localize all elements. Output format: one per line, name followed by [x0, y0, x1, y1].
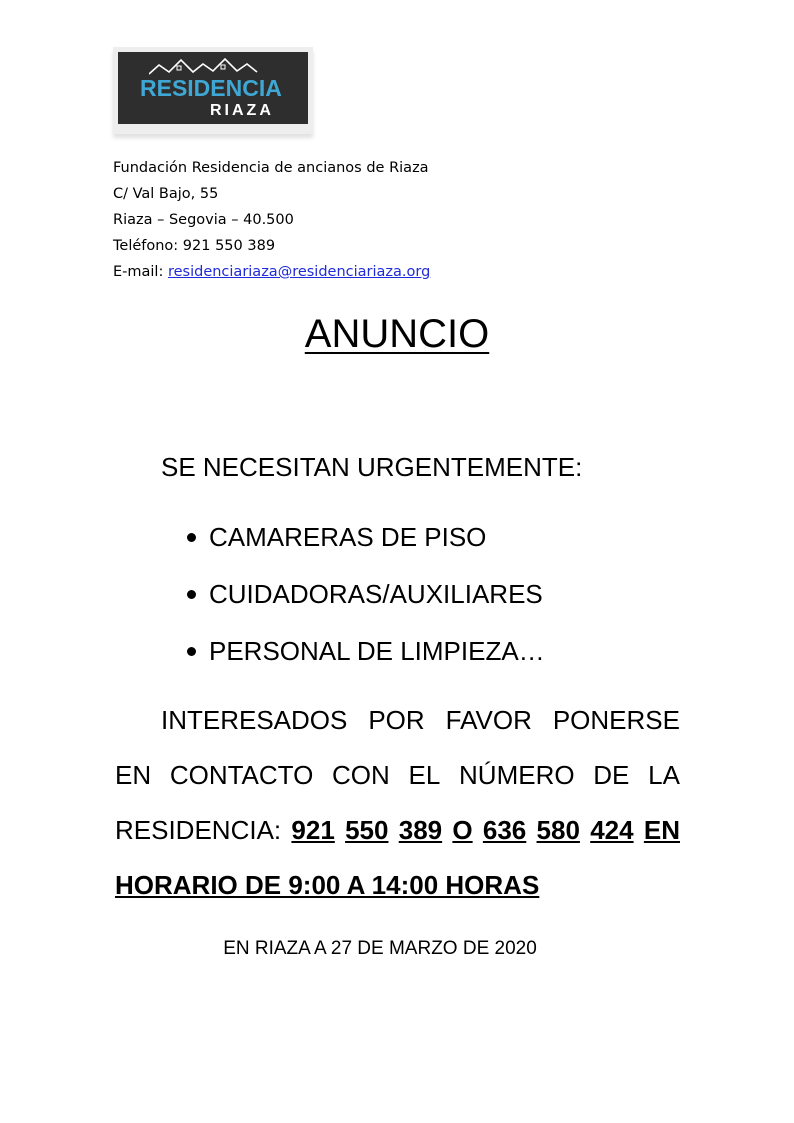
announcement-title-text: ANUNCIO — [304, 312, 490, 356]
bullet-icon — [187, 590, 196, 599]
word: FAVOR — [445, 705, 532, 735]
phone-line: Teléfono: 921 550 389 — [113, 238, 276, 254]
logo-word-riaza: RIAZA — [210, 102, 274, 119]
word: PONERSE — [552, 705, 680, 735]
bullet-icon — [187, 533, 196, 542]
contact-instructions-line-4 — [115, 858, 680, 913]
residence-label: RESIDENCIA: — [115, 815, 282, 845]
phone-number-word: EN — [643, 815, 680, 845]
contact-instructions-line-1 — [115, 693, 680, 748]
schedule-text: HORARIO DE 9:00 A 14:00 HORAS — [115, 870, 540, 900]
phone-number-word: 550 — [345, 815, 389, 845]
email-line — [113, 259, 430, 285]
phone-number-word: 580 — [536, 815, 580, 845]
bullet-icon — [187, 647, 196, 656]
contact-instructions — [115, 693, 680, 913]
phone-number-word: 424 — [590, 815, 634, 845]
word: NÚMERO — [459, 760, 575, 790]
contact-block — [113, 155, 430, 285]
word: LA — [648, 760, 680, 790]
date-line: EN RIAZA A 27 DE MARZO DE 2020 — [223, 938, 537, 959]
position-label: CUIDADORAS/AUXILIARES — [209, 579, 543, 609]
announcement-title — [0, 310, 794, 358]
organization-name: Fundación Residencia de ancianos de Riaza — [113, 160, 429, 176]
word: CONTACTO — [169, 760, 314, 790]
word: CON — [332, 760, 390, 790]
word: EN — [115, 760, 152, 790]
email-link[interactable]: residenciariaza@residenciariaza.org — [167, 264, 431, 280]
email-label: E-mail: — [113, 264, 168, 280]
announcement-heading: SE NECESITAN URGENTEMENTE: — [161, 452, 583, 482]
word: INTERESADOS — [161, 705, 348, 735]
position-label: CAMARERAS DE PISO — [209, 522, 487, 552]
phone-number-word: 389 — [398, 815, 443, 845]
position-label: PERSONAL DE LIMPIEZA… — [209, 636, 545, 666]
city-line: Riaza – Segovia – 40.500 — [113, 212, 294, 228]
logo-panel — [118, 52, 308, 124]
residencia-riaza-logo — [113, 47, 313, 134]
word: POR — [368, 705, 425, 735]
phone-number-word: 921 — [291, 815, 335, 845]
word: DE — [593, 760, 630, 790]
phone-number-word: O — [452, 815, 473, 845]
logo-word-residencia: RESIDENCIA — [140, 75, 282, 101]
contact-instructions-line-2 — [115, 748, 680, 803]
word: EL — [408, 760, 441, 790]
phone-number-word: 636 — [482, 815, 527, 845]
contact-instructions-line-3 — [115, 803, 680, 858]
address-line: C/ Val Bajo, 55 — [113, 186, 219, 202]
